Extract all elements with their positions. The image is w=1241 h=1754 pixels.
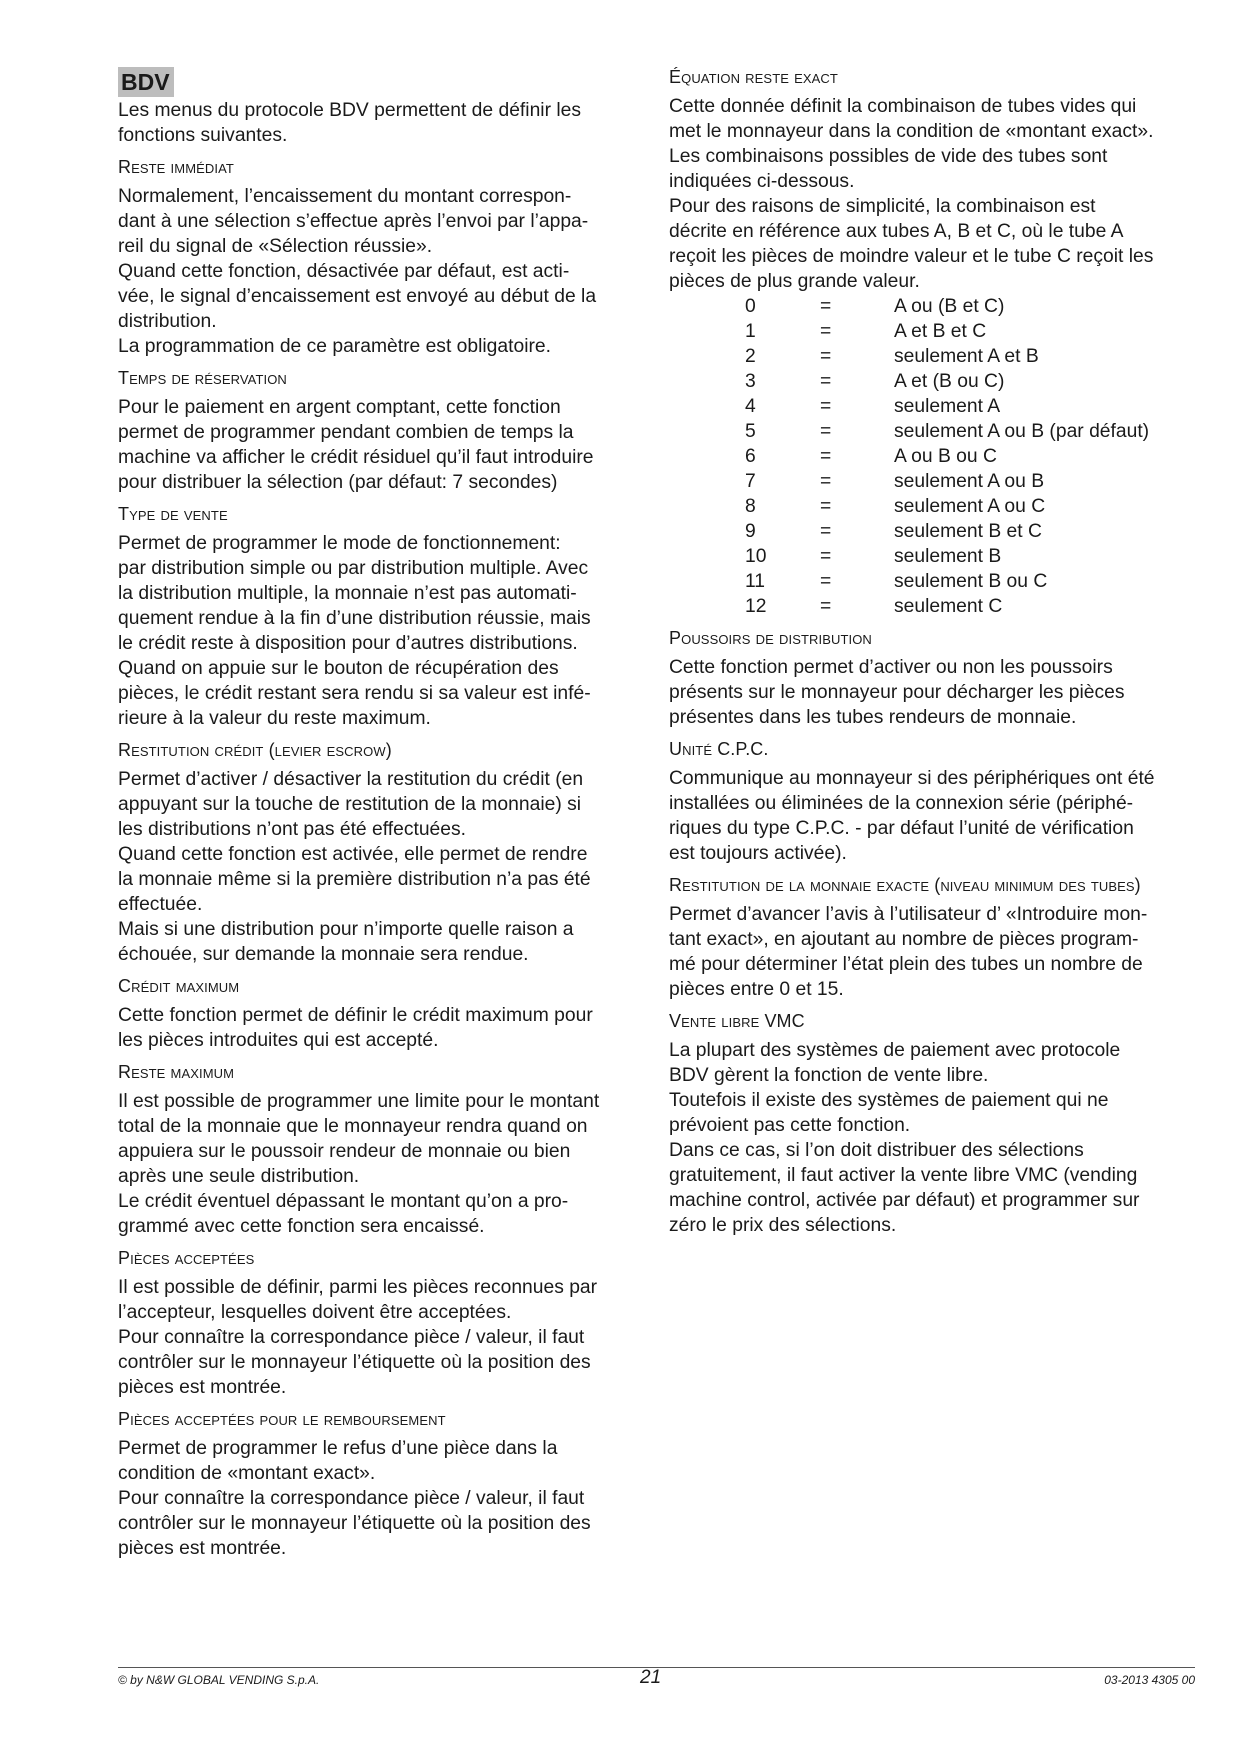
combination-number: 9 xyxy=(745,521,756,542)
text-line: contrôler sur le monnayeur l’étiquette où la position des xyxy=(118,1513,591,1534)
section-heading: Pièces acceptées xyxy=(118,1248,255,1268)
table-row xyxy=(745,544,1149,569)
section-heading: Unité C.P.C. xyxy=(669,739,769,759)
section-heading: Pièces acceptées pour le remboursement xyxy=(118,1409,446,1429)
combination-number: 0 xyxy=(745,296,756,317)
table-row xyxy=(745,494,1149,519)
text-line: pièces est montrée. xyxy=(118,1377,287,1398)
section-heading: Restitution de la monnaie exacte (niveau minimum des tubes) xyxy=(669,875,1141,895)
right-column xyxy=(669,62,1199,1238)
text-line: pièces de plus grande valeur. xyxy=(669,271,920,292)
page-number: 21 xyxy=(640,1667,662,1688)
text-line: La plupart des systèmes de paiement avec protocole xyxy=(669,1040,1121,1061)
section-heading: Crédit maximum xyxy=(118,976,240,996)
combination-value: seulement A et B xyxy=(894,346,1039,367)
text-line: pièces est montrée. xyxy=(118,1538,287,1559)
combination-value: seulement A ou B xyxy=(894,471,1045,492)
text-line: par distribution simple ou par distribution multiple. Avec xyxy=(118,558,589,579)
combination-value: A ou (B et C) xyxy=(894,296,1005,317)
text-line: les pièces introduites qui est accepté. xyxy=(118,1030,439,1051)
text-line: pièces, le crédit restant sera rendu si sa valeur est infé- xyxy=(118,683,591,704)
text-line: zéro le prix des sélections. xyxy=(669,1215,897,1236)
table-row xyxy=(745,594,1149,619)
equals-sign: = xyxy=(820,496,832,517)
combination-value: A et B et C xyxy=(894,321,987,342)
text-line: Pour des raisons de simplicité, la combinaison est xyxy=(669,196,1096,217)
text-line: contrôler sur le monnayeur l’étiquette où la position des xyxy=(118,1352,591,1373)
text-line: Cette fonction permet de définir le crédit maximum pour xyxy=(118,1005,593,1026)
text-line: total de la monnaie que le monnayeur rendra quand on xyxy=(118,1116,588,1137)
combination-number: 10 xyxy=(745,546,767,567)
equals-sign: = xyxy=(820,446,832,467)
text-line: pour distribuer la sélection (par défaut: 7 secondes) xyxy=(118,472,558,493)
text-line: tant exact», en ajoutant au nombre de pièces program- xyxy=(669,929,1139,950)
combination-value: seulement B et C xyxy=(894,521,1042,542)
text-line: Normalement, l’encaissement du montant correspon- xyxy=(118,186,572,207)
text-line: Les menus du protocole BDV permettent de définir les xyxy=(118,100,582,121)
text-line: Dans ce cas, si l’on doit distribuer des sélections xyxy=(669,1140,1084,1161)
table-row xyxy=(745,469,1149,494)
section-body xyxy=(118,1003,638,1053)
combination-value: A et (B ou C) xyxy=(894,371,1005,392)
document-code: 03-2013 4305 00 xyxy=(1104,1673,1195,1687)
text-line: échouée, sur demande la monnaie sera rendue. xyxy=(118,944,529,965)
text-line: indiquées ci-dessous. xyxy=(669,171,855,192)
text-line: mé pour déterminer l’état plein des tubes un nombre de xyxy=(669,954,1143,975)
text-line: BDV gèrent la fonction de vente libre. xyxy=(669,1065,989,1086)
text-line: fonctions suivantes. xyxy=(118,125,288,146)
text-line: Cette fonction permet d’activer ou non les poussoirs xyxy=(669,657,1113,678)
section-heading: Reste maximum xyxy=(118,1062,235,1082)
table-row xyxy=(745,344,1149,369)
equation-table xyxy=(745,294,1149,619)
text-line: Pour connaître la correspondance pièce / valeur, il faut xyxy=(118,1327,585,1348)
equals-sign: = xyxy=(820,346,832,367)
equals-sign: = xyxy=(820,396,832,417)
equals-sign: = xyxy=(820,296,832,317)
text-line: La programmation de ce paramètre est obligatoire. xyxy=(118,336,551,357)
text-line: après une seule distribution. xyxy=(118,1166,360,1187)
combination-number: 11 xyxy=(745,571,766,592)
text-line: la distribution multiple, la monnaie n’est pas automati- xyxy=(118,583,577,604)
text-line: le crédit reste à disposition pour d’autres distributions. xyxy=(118,633,578,654)
text-line: Permet de programmer le mode de fonctionnement: xyxy=(118,533,561,554)
combination-number: 4 xyxy=(745,396,756,417)
equals-sign: = xyxy=(820,321,832,342)
text-line: reil du signal de «Sélection réussie». xyxy=(118,236,433,257)
text-line: Quand on appuie sur le bouton de récupération des xyxy=(118,658,559,679)
table-row xyxy=(745,519,1149,544)
text-line: Les combinaisons possibles de vide des tubes sont xyxy=(669,146,1108,167)
text-line: décrite en référence aux tubes A, B et C, où le tube A xyxy=(669,221,1124,242)
section-body xyxy=(118,531,638,731)
text-line: condition de «montant exact». xyxy=(118,1463,376,1484)
section-body xyxy=(118,1275,638,1400)
combination-number: 7 xyxy=(745,471,756,492)
combination-value: seulement A ou B (par défaut) xyxy=(894,421,1150,442)
section-heading: Reste immédiat xyxy=(118,157,234,177)
section-heading: Vente libre VMC xyxy=(669,1011,805,1031)
table-row xyxy=(745,369,1149,394)
text-line: installées ou éliminées de la connexion série (périphé- xyxy=(669,793,1134,814)
text-line: Cette donnée définit la combinaison de tubes vides qui xyxy=(669,96,1137,117)
text-line: Quand cette fonction, désactivée par défaut, est acti- xyxy=(118,261,570,282)
text-line: permet de programmer pendant combien de temps la xyxy=(118,422,574,443)
equals-sign: = xyxy=(820,421,832,442)
text-line: appuiera sur le poussoir rendeur de monnaie ou bien xyxy=(118,1141,571,1162)
equals-sign: = xyxy=(820,546,832,567)
section-body xyxy=(118,767,638,967)
combination-number: 1 xyxy=(745,321,756,342)
text-line: est toujours activée). xyxy=(669,843,847,864)
table-row xyxy=(745,294,1149,319)
combination-number: 5 xyxy=(745,421,756,442)
combination-value: A ou B ou C xyxy=(894,446,997,467)
section-body xyxy=(669,1038,1199,1238)
section-heading: Type de vente xyxy=(118,504,228,524)
text-line: reçoit les pièces de moindre valeur et le tube C reçoit les xyxy=(669,246,1154,267)
text-line: Permet de programmer le refus d’une pièce dans la xyxy=(118,1438,558,1459)
equals-sign: = xyxy=(820,521,832,542)
combination-value: seulement B ou C xyxy=(894,571,1048,592)
text-line: rieure à la valeur du reste maximum. xyxy=(118,708,431,729)
text-line: pièces entre 0 et 15. xyxy=(669,979,844,1000)
text-line: met le monnayeur dans la condition de «montant exact». xyxy=(669,121,1154,142)
equation-heading: Équation reste exact xyxy=(669,67,838,87)
text-line: Quand cette fonction est activée, elle permet de rendre xyxy=(118,844,588,865)
combination-number: 6 xyxy=(745,446,756,467)
text-line: machine control, activée par défaut) et programmer sur xyxy=(669,1190,1140,1211)
section-body xyxy=(118,1089,638,1239)
text-line: présentes dans les tubes rendeurs de monnaie. xyxy=(669,707,1077,728)
text-line: Pour connaître la correspondance pièce / valeur, il faut xyxy=(118,1488,585,1509)
combination-value: seulement A xyxy=(894,396,1001,417)
left-column xyxy=(118,62,638,1561)
text-line: effectuée. xyxy=(118,894,203,915)
text-line: les distributions n’ont pas été effectuées. xyxy=(118,819,466,840)
section-body xyxy=(118,1436,638,1561)
combination-number: 3 xyxy=(745,371,756,392)
table-row xyxy=(745,419,1149,444)
text-line: l’accepteur, lesquelles doivent être acceptées. xyxy=(118,1302,512,1323)
equals-sign: = xyxy=(820,596,832,617)
text-line: dant à une sélection s’effectue après l’envoi par l’appa- xyxy=(118,211,589,232)
text-line: machine va afficher le crédit résiduel qu’il faut introduire xyxy=(118,447,594,468)
section-heading: Temps de réservation xyxy=(118,368,287,388)
combination-value: seulement B xyxy=(894,546,1002,567)
text-line: Permet d’activer / désactiver la restitution du crédit (en xyxy=(118,769,584,790)
footer-copyright: © by N&W GLOBAL VENDING S.p.A. xyxy=(118,1673,320,1687)
equals-sign: = xyxy=(820,571,832,592)
equals-sign: = xyxy=(820,471,832,492)
text-line: Mais si une distribution pour n’importe quelle raison a xyxy=(118,919,574,940)
text-line: Le crédit éventuel dépassant le montant qu’on a pro- xyxy=(118,1191,569,1212)
text-line: Il est possible de définir, parmi les pièces reconnues par xyxy=(118,1277,598,1298)
section-title: BDV xyxy=(118,67,174,97)
section-heading: Poussoirs de distribution xyxy=(669,628,872,648)
section-body xyxy=(669,766,1199,866)
combination-value: seulement A ou C xyxy=(894,496,1046,517)
text-line: Permet d’avancer l’avis à l’utilisateur d’ «Introduire mon- xyxy=(669,904,1148,925)
text-line: quement rendue à la fin d’une distribution réussie, mais xyxy=(118,608,591,629)
combination-number: 8 xyxy=(745,496,756,517)
section-heading: Restitution crédit (levier escrow) xyxy=(118,740,392,760)
combination-number: 2 xyxy=(745,346,756,367)
table-row xyxy=(745,394,1149,419)
combination-value: seulement C xyxy=(894,596,1003,617)
text-line: riques du type C.P.C. - par défaut l’unité de vérification xyxy=(669,818,1134,839)
equals-sign: = xyxy=(820,371,832,392)
equation-text xyxy=(669,94,1199,294)
text-line: vée, le signal d’encaissement est envoyé au début de la xyxy=(118,286,597,307)
text-line: la monnaie même si la première distribution n’a pas été xyxy=(118,869,591,890)
text-line: appuyant sur la touche de restitution de la monnaie) si xyxy=(118,794,582,815)
text-line: distribution. xyxy=(118,311,217,332)
intro-text xyxy=(118,98,638,148)
text-line: Toutefois il existe des systèmes de paiement qui ne xyxy=(669,1090,1109,1111)
section-body xyxy=(669,902,1199,1002)
section-body xyxy=(118,395,638,495)
table-row xyxy=(745,319,1149,344)
section-body xyxy=(669,655,1199,730)
text-line: Pour le paiement en argent comptant, cette fonction xyxy=(118,397,561,418)
text-line: présents sur le monnayeur pour décharger les pièces xyxy=(669,682,1125,703)
section-body xyxy=(118,184,638,359)
table-row xyxy=(745,444,1149,469)
table-row xyxy=(745,569,1149,594)
text-line: gratuitement, il faut activer la vente libre VMC (vending xyxy=(669,1165,1138,1186)
combination-number: 12 xyxy=(745,596,767,617)
text-line: Communique au monnayeur si des périphériques ont été xyxy=(669,768,1155,789)
text-line: grammé avec cette fonction sera encaissé. xyxy=(118,1216,485,1237)
text-line: Il est possible de programmer une limite pour le montant xyxy=(118,1091,600,1112)
text-line: prévoient pas cette fonction. xyxy=(669,1115,911,1136)
